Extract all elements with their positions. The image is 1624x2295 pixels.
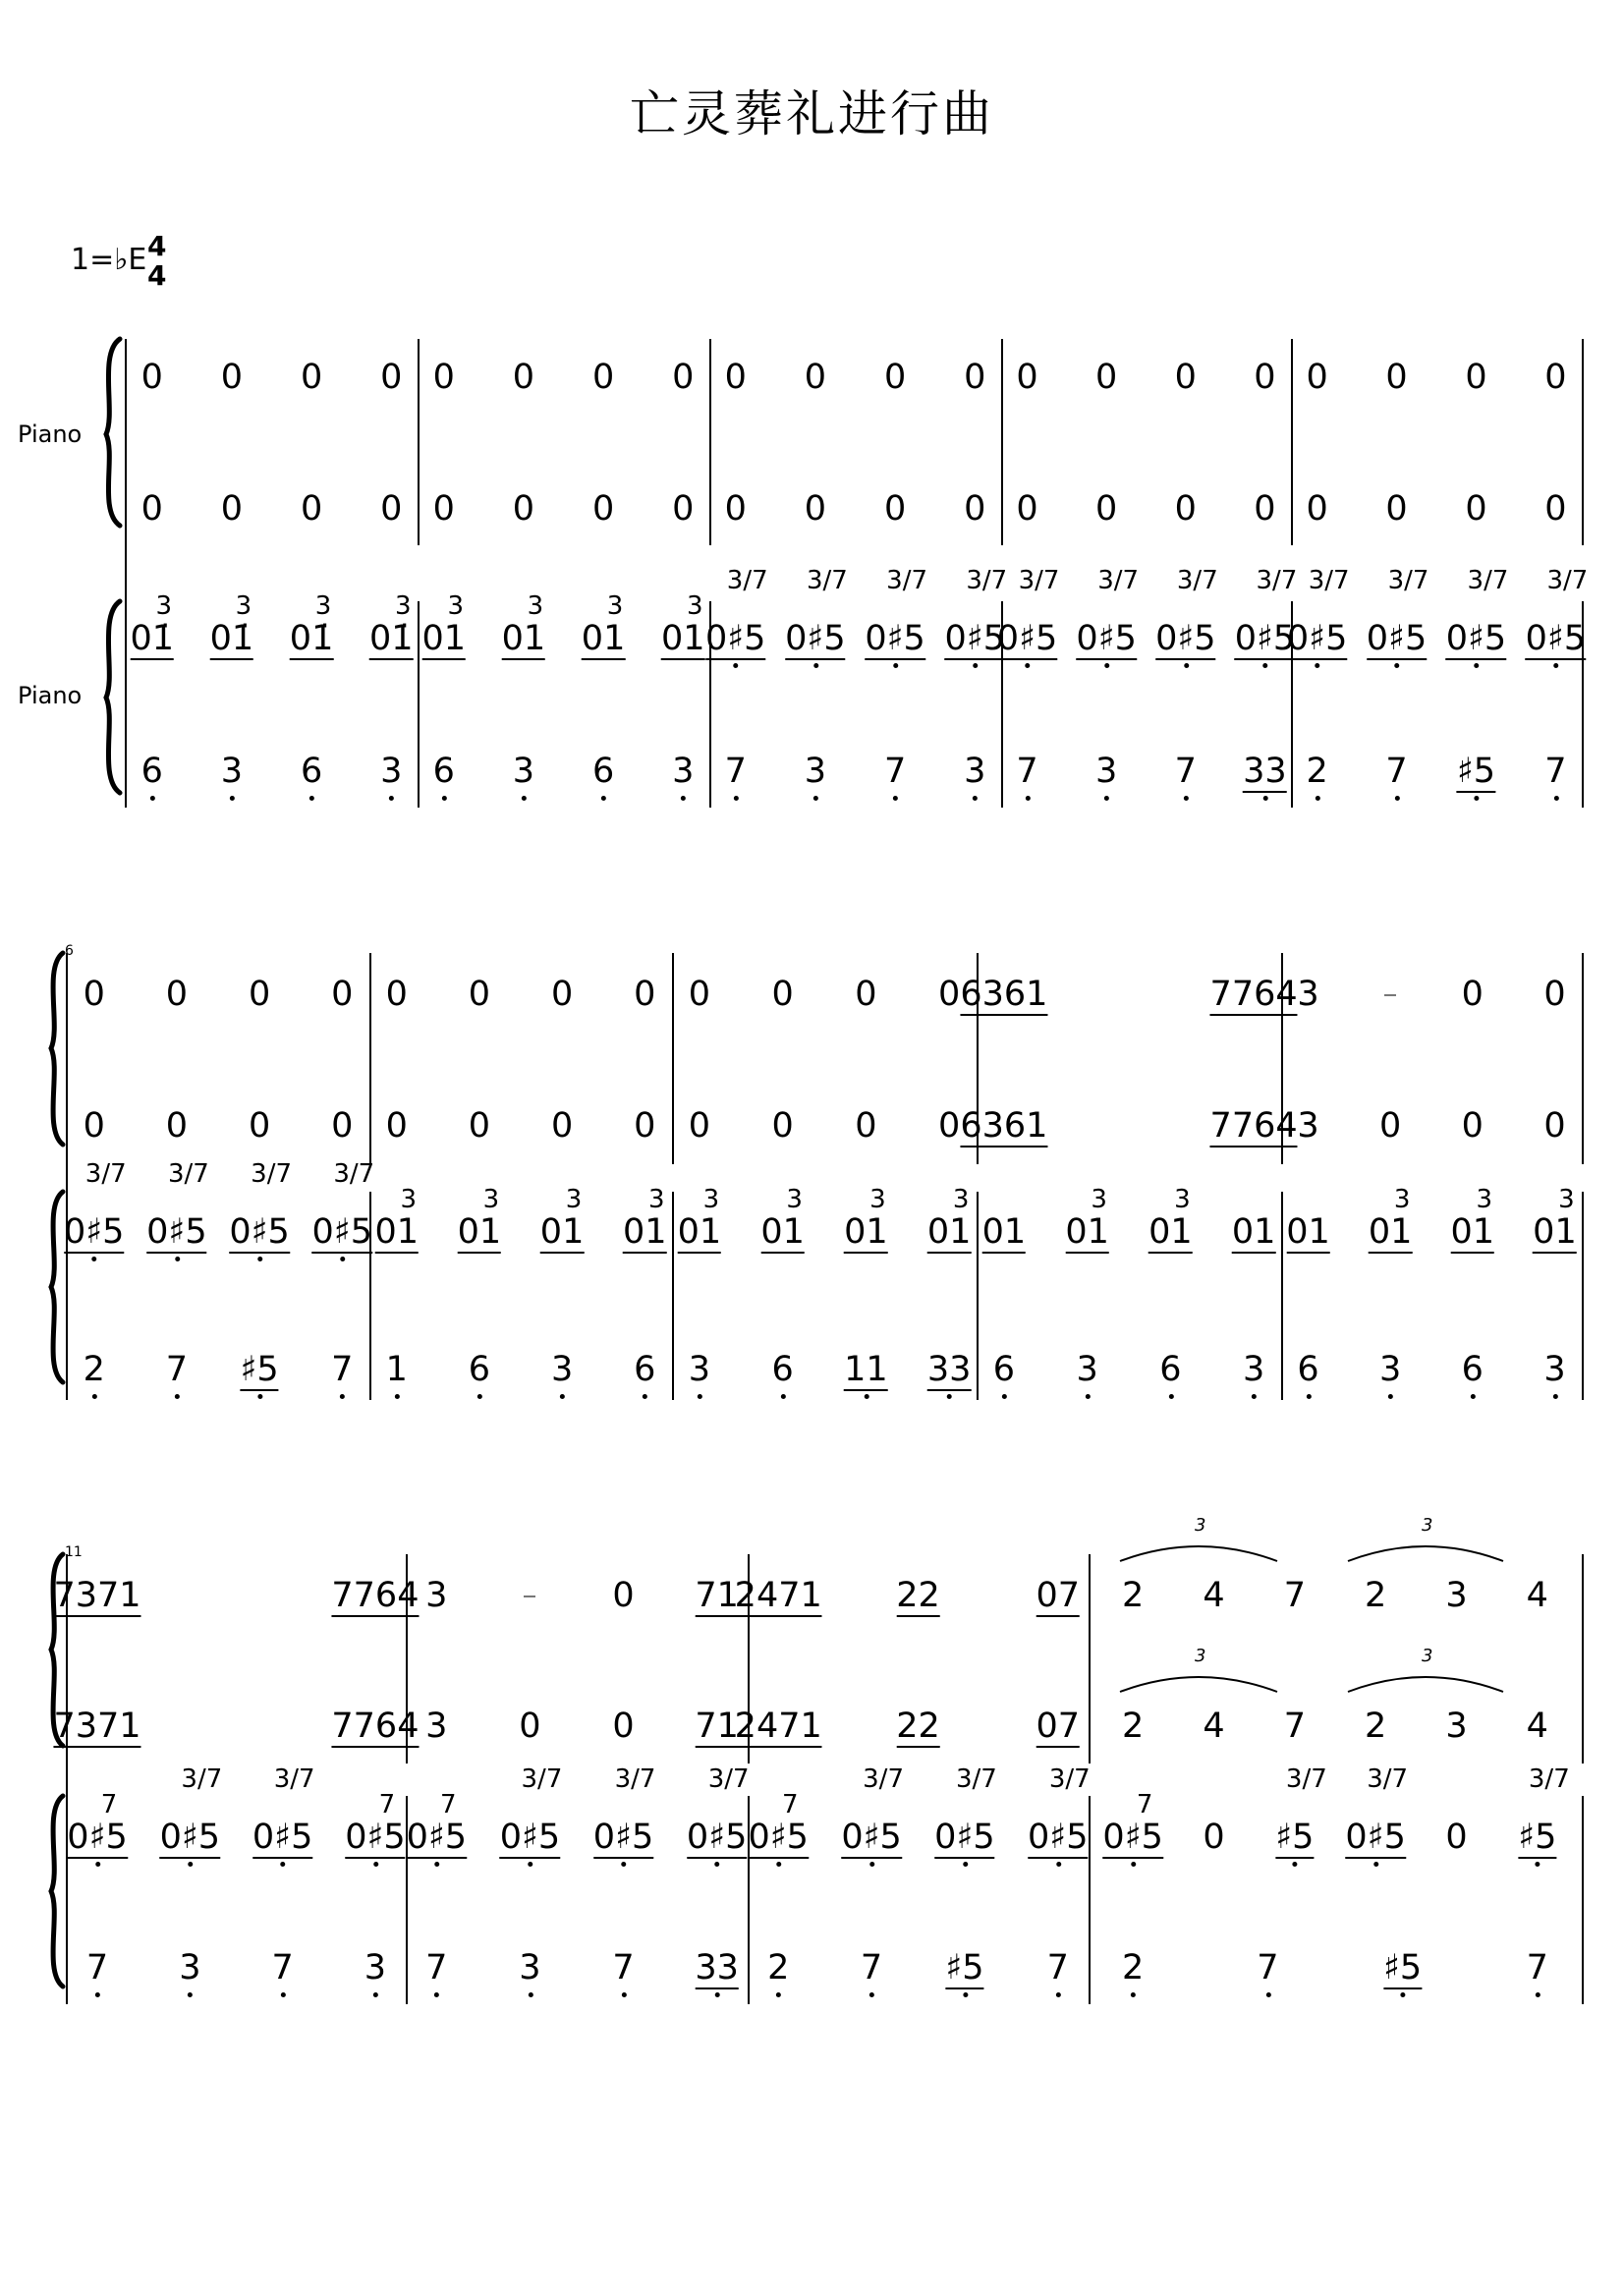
chord-upper-notes: 3/7	[1308, 566, 1350, 595]
note-digits: 01	[1231, 1212, 1276, 1252]
note-digits: 0♯5	[686, 1818, 748, 1857]
chord-upper-notes: 3	[447, 591, 464, 621]
note-digits: 0	[804, 489, 827, 529]
note-digits: 0	[248, 1106, 271, 1146]
note-digits: 2	[767, 1948, 790, 1987]
note-digits: 0	[771, 1106, 794, 1146]
chord-upper-notes: 3	[527, 591, 544, 621]
chord-upper-notes: 3/7	[886, 566, 927, 595]
note-digits: 01	[760, 1212, 805, 1252]
note-digits: 0	[1095, 358, 1118, 397]
chord-upper-notes: 3/7	[1097, 566, 1140, 595]
note-digits: 0	[1174, 358, 1197, 397]
time-signature-top: 4	[147, 230, 167, 262]
chord-upper-notes: 3	[155, 591, 172, 621]
note-digits: 3	[1297, 975, 1319, 1014]
note-digits: 2	[1306, 752, 1328, 791]
note-digits: 22	[896, 1576, 940, 1615]
chord-upper-notes: 3	[235, 591, 252, 621]
note-digits: 6361	[960, 1106, 1048, 1146]
note-digits: 07	[1036, 1707, 1081, 1746]
note-digits: 6	[300, 752, 323, 791]
note-digits: 0♯5	[1525, 619, 1587, 658]
note-digits: ♯5	[1382, 1948, 1423, 1987]
note-digits: 01	[421, 619, 466, 658]
note-digits: 0♯5	[1234, 619, 1296, 658]
note-digits: 0	[165, 1106, 189, 1146]
note-digits: 3	[1445, 1576, 1468, 1615]
note-digits: 0♯5	[499, 1818, 561, 1857]
note-digits: 3	[550, 1350, 574, 1389]
note-digits: 7	[425, 1948, 448, 1987]
note-digits: 0	[432, 358, 455, 397]
note-digits: 0	[83, 1106, 105, 1146]
note-digits: 01	[1368, 1212, 1413, 1252]
note-digits: 0	[380, 489, 403, 529]
chord-upper-notes: 3	[952, 1185, 970, 1214]
note-digits: 0	[1385, 358, 1408, 397]
note-digits: 0♯5	[345, 1818, 406, 1857]
chord-upper-notes: 3/7	[1387, 566, 1429, 595]
note-digits: 2	[1122, 1948, 1145, 1987]
chord-upper-notes: 3/7	[181, 1764, 223, 1794]
note-digits: 0	[771, 975, 794, 1014]
tuplet-label: 3	[1422, 1646, 1433, 1666]
note-digits: 7	[883, 752, 907, 791]
note-digits: 0	[432, 489, 455, 529]
note-digits: 6	[634, 1350, 656, 1389]
note-digits: 01	[374, 1212, 419, 1252]
note-digits: 0♯5	[1102, 1818, 1163, 1857]
note-digits: 3	[1543, 1350, 1566, 1389]
chord-upper-notes: 3	[1174, 1185, 1191, 1214]
note-digits: 01	[1148, 1212, 1193, 1252]
chord-upper-notes: 3/7	[273, 1764, 315, 1794]
note-digits: 3	[1297, 1106, 1319, 1146]
note-digits: 6	[992, 1350, 1016, 1389]
note-digits: 0	[688, 1106, 711, 1146]
chord-upper-notes: 3	[482, 1185, 500, 1214]
note-digits: 71	[695, 1707, 739, 1746]
chord-upper-notes: 3	[565, 1185, 583, 1214]
note-digits: 01̇	[209, 619, 254, 658]
note-digits: 0	[688, 975, 711, 1014]
chord-upper-notes: 3	[1091, 1185, 1107, 1214]
chord-upper-notes: 3/7	[966, 566, 1008, 595]
note-digits: 6	[1297, 1350, 1319, 1389]
note-digits: 7	[1046, 1948, 1069, 1987]
note-digits: 0♯5	[1155, 619, 1216, 658]
note-digits: 4	[1526, 1576, 1548, 1615]
chord-upper-notes: 3/7	[1285, 1764, 1327, 1794]
instrument-label-2: Piano	[18, 682, 83, 709]
tuplet-label: 3	[1195, 1515, 1206, 1536]
chord-upper-notes: 3/7	[1256, 566, 1298, 595]
note-digits: 0♯5	[1076, 619, 1137, 658]
note-digits: 0	[612, 1576, 635, 1615]
note-digits: 6	[1461, 1350, 1484, 1389]
note-digits: 0	[512, 489, 535, 529]
chord-upper-notes: 3/7	[84, 1159, 127, 1189]
note-digits: 0	[331, 1106, 354, 1146]
note-digits: 0	[165, 975, 189, 1014]
note-digits: 7	[1283, 1576, 1306, 1615]
note-digits: 0	[1254, 489, 1276, 529]
note-digits: 7	[860, 1948, 883, 1987]
note-digits: 7	[1526, 1948, 1548, 1987]
note-digits: 0	[1465, 489, 1487, 529]
note-digits: 6	[468, 1350, 491, 1389]
note-digits: 3	[519, 1948, 541, 1987]
note-digits: 01̇	[130, 619, 174, 658]
note-digits: 7	[1174, 752, 1197, 791]
note-digits: 3	[1242, 1350, 1265, 1389]
note-digits: 6361	[960, 975, 1048, 1014]
chord-upper-notes: 3/7	[251, 1159, 292, 1189]
instrument-label-1: Piano	[18, 420, 83, 448]
note-digits: 0	[724, 358, 747, 397]
chord-upper-notes: 3	[400, 1185, 417, 1214]
note-digits: 0♯5	[1028, 1818, 1089, 1857]
chord-upper-notes: 3/7	[1176, 566, 1218, 595]
note-digits: 01	[1533, 1212, 1577, 1252]
chord-upper-notes: 7	[440, 1790, 457, 1819]
note-digits: 0♯5	[1286, 619, 1348, 658]
note-digits: 0	[1095, 489, 1118, 529]
chord-upper-notes: 3/7	[863, 1764, 904, 1794]
note-digits: 4	[1526, 1707, 1548, 1746]
note-digits: 0♯5	[146, 1212, 207, 1252]
note-digits: 4	[1203, 1576, 1225, 1615]
note-digits: 0	[468, 1106, 491, 1146]
time-signature-bottom: 4	[147, 259, 167, 292]
chord-upper-notes: 3/7	[333, 1159, 375, 1189]
note-digits: 0	[1544, 358, 1567, 397]
note-digits: 01	[981, 1212, 1027, 1252]
chord-upper-notes: 3	[1558, 1185, 1575, 1214]
note-digits: 7	[85, 1948, 109, 1987]
note-digits: 0	[804, 358, 827, 397]
note-digits: 0	[1461, 1106, 1484, 1146]
note-digits: 6	[591, 752, 615, 791]
note-digits: ♯5	[945, 1948, 984, 1987]
brace-system3-upper	[51, 1554, 63, 1746]
note-digits: 0	[248, 975, 271, 1014]
note-digits: 7	[724, 752, 747, 791]
note-digits: 2	[1365, 1707, 1387, 1746]
note-digits: 7371	[53, 1576, 141, 1615]
note-digits: 01	[539, 1212, 585, 1252]
note-digits: 07	[1036, 1576, 1081, 1615]
note-digits: 0♯5	[841, 1818, 902, 1857]
note-digits: 71	[695, 1576, 739, 1615]
chord-upper-notes: 3	[647, 1185, 665, 1214]
note-digits: 3	[1095, 752, 1118, 791]
note-digits: 0	[1379, 1106, 1402, 1146]
note-digits: 7764	[1209, 1106, 1298, 1146]
note-digits: ♯5	[240, 1350, 279, 1389]
note-digits: 0♯5	[159, 1818, 221, 1857]
note-digits: 33	[926, 1350, 972, 1389]
note-digits: 01	[1286, 1212, 1330, 1252]
note-digits: 3	[804, 752, 827, 791]
note-digits: 0	[591, 489, 615, 529]
note-digits: 3	[672, 752, 695, 791]
chord-upper-notes: 7	[781, 1790, 799, 1819]
note-digits: 11	[844, 1350, 888, 1389]
chord-upper-notes: 3	[314, 591, 332, 621]
note-digits: ♯5	[1456, 752, 1496, 791]
note-digits: 0♯5	[785, 619, 846, 658]
note-digits: 0	[1461, 975, 1484, 1014]
note-digits: 7	[1283, 1707, 1306, 1746]
note-digits: 0	[519, 1707, 541, 1746]
note-digits: 0♯5	[252, 1818, 313, 1857]
chord-upper-notes: 3	[869, 1185, 886, 1214]
note-digits: 3	[179, 1948, 201, 1987]
note-digits: 33	[695, 1948, 739, 1987]
note-digits: 0	[220, 358, 244, 397]
note-digits: 0	[1016, 489, 1038, 529]
note-digits: 3	[688, 1350, 711, 1389]
note-digits: 0♯5	[1366, 619, 1428, 658]
chord-upper-notes: 3/7	[1048, 1764, 1091, 1794]
measure-number-6: 6	[65, 943, 74, 959]
note-digits: 0	[612, 1707, 635, 1746]
note-digits: 6	[771, 1350, 794, 1389]
note-digits: 3	[1379, 1350, 1402, 1389]
note-digits: 3	[1445, 1707, 1468, 1746]
note-digits: 2	[1122, 1576, 1145, 1615]
note-digits: 7	[165, 1350, 189, 1389]
measure-number-11: 11	[65, 1544, 83, 1560]
note-digits: 0	[672, 489, 695, 529]
note-digits: 01	[677, 1212, 722, 1252]
note-digits: 0♯5	[996, 619, 1058, 658]
note-digits: 3	[220, 752, 244, 791]
note-digits: 0	[855, 975, 877, 1014]
tuplet-label: 3	[1422, 1515, 1433, 1536]
chord-upper-notes: 3/7	[1367, 1764, 1409, 1794]
note-digits: 7	[612, 1948, 635, 1987]
note-digits: 7764	[331, 1707, 420, 1746]
note-digits: 0	[937, 975, 961, 1014]
note-digits: 0	[1306, 489, 1328, 529]
note-digits: 01	[622, 1212, 667, 1252]
note-digits: 3	[964, 752, 986, 791]
note-digits: 7371	[53, 1707, 141, 1746]
note-digits: 0	[1174, 489, 1197, 529]
note-digits: 0	[1385, 489, 1408, 529]
chord-upper-notes: 3/7	[521, 1764, 563, 1794]
note-digits: 0	[855, 1106, 877, 1146]
note-digits: 6	[432, 752, 455, 791]
note-digits: 2	[83, 1350, 105, 1389]
note-digits: 0	[724, 489, 747, 529]
note-digits: 01	[660, 619, 705, 658]
note-digits: 2471	[734, 1576, 822, 1615]
chord-upper-notes: 3/7	[1467, 566, 1509, 595]
chord-upper-notes: 3/7	[726, 566, 768, 595]
note-digits: 0	[550, 975, 574, 1014]
note-digits: 0	[1254, 358, 1276, 397]
note-digits: 3	[364, 1948, 387, 1987]
note-digits: 0	[1306, 358, 1328, 397]
brace-system1-upper	[106, 339, 120, 526]
note-digits: 0	[964, 358, 986, 397]
note-digits: 0	[672, 358, 695, 397]
brace-system3-lower	[51, 1796, 63, 1987]
brace-system2-upper	[51, 953, 63, 1145]
note-digits: 0♯5	[1345, 1818, 1406, 1857]
chord-upper-notes: 3	[1476, 1185, 1493, 1214]
note-digits: 01̇	[289, 619, 334, 658]
note-digits: 0♯5	[865, 619, 925, 658]
note-digits: 0♯5	[704, 619, 766, 658]
note-digits: 0	[83, 975, 105, 1014]
note-digits: 0♯5	[67, 1818, 128, 1857]
chord-upper-notes: 3	[394, 591, 412, 621]
note-digits: ♯5	[1518, 1818, 1557, 1857]
chord-upper-notes: 3/7	[614, 1764, 656, 1794]
note-digits: 7	[331, 1350, 354, 1389]
note-digits: 3	[425, 1707, 448, 1746]
page-title: 亡灵葬礼进行曲	[630, 85, 994, 142]
chord-upper-notes: 3	[786, 1185, 803, 1214]
note-digits: 01	[457, 1212, 502, 1252]
note-digits: 01	[501, 619, 546, 658]
note-digits: 7764	[1209, 975, 1298, 1014]
note-digits: 0	[1543, 975, 1566, 1014]
note-digits: 0	[385, 1106, 408, 1146]
note-digits: 0	[634, 1106, 656, 1146]
note-digits: 0♯5	[1445, 619, 1507, 658]
note-digits: 3	[425, 1576, 448, 1615]
chord-upper-notes: 3/7	[1018, 566, 1060, 595]
note-digits: 7	[271, 1948, 294, 1987]
brace-system2-lower	[51, 1192, 63, 1382]
key-signature: 1=♭E	[71, 243, 147, 277]
chord-upper-notes: 3/7	[1546, 566, 1589, 595]
note-digits: 33	[1243, 752, 1287, 791]
note-digits: 6	[1159, 1350, 1182, 1389]
brace-system1-lower	[106, 601, 120, 793]
note-digits: 0	[1445, 1818, 1468, 1857]
note-digits: 7	[1257, 1948, 1279, 1987]
note-digits: 01	[1450, 1212, 1495, 1252]
chord-upper-notes: 3	[1393, 1185, 1411, 1214]
chord-upper-notes: 3/7	[806, 566, 848, 595]
note-digits: 3	[1076, 1350, 1098, 1389]
note-digits: 0♯5	[748, 1818, 809, 1857]
note-digits: 0	[331, 975, 354, 1014]
note-digits: 0	[634, 975, 656, 1014]
note-digits: 2	[1365, 1576, 1387, 1615]
note-digits: 0	[883, 489, 907, 529]
note-digits: 0	[550, 1106, 574, 1146]
note-digits: 0	[512, 358, 535, 397]
note-digits: 0	[591, 358, 615, 397]
note-digits: 6	[140, 752, 163, 791]
note-digits: 0♯5	[934, 1818, 995, 1857]
note-digits: 0	[140, 489, 163, 529]
note-digits: 0	[385, 975, 408, 1014]
chord-upper-notes: 7	[378, 1790, 396, 1819]
note-digits: 0	[468, 975, 491, 1014]
note-digits: 0	[1544, 489, 1567, 529]
note-digits: 01	[844, 1212, 888, 1252]
note-digits: 7764	[331, 1576, 420, 1615]
note-digits: 0	[220, 489, 244, 529]
note-digits: 3	[380, 752, 403, 791]
note-digits: 0♯5	[63, 1212, 125, 1252]
note-digits: 2471	[734, 1707, 822, 1746]
note-digits: 7	[1385, 752, 1408, 791]
chord-upper-notes: 3/7	[707, 1764, 750, 1794]
note-digits: 0♯5	[944, 619, 1006, 658]
note-digits: 0	[140, 358, 163, 397]
note-digits: 0♯5	[406, 1818, 468, 1857]
note-digits: 0	[1016, 358, 1038, 397]
note-digits: 7	[1016, 752, 1038, 791]
note-digits: 3	[512, 752, 535, 791]
note-digits: 0♯5	[229, 1212, 290, 1252]
chord-upper-notes: 3/7	[1528, 1764, 1570, 1794]
chord-upper-notes: 7	[1136, 1790, 1153, 1819]
note-digits: 0	[380, 358, 403, 397]
chord-upper-notes: 7	[100, 1790, 118, 1819]
note-digits: 01̇	[368, 619, 414, 658]
note-digits: 22	[896, 1707, 940, 1746]
note-digits: 01	[581, 619, 626, 658]
note-digits: 4	[1203, 1707, 1225, 1746]
note-digits: 0	[1203, 1818, 1225, 1857]
note-digits: 0♯5	[311, 1212, 373, 1252]
note-digits: 0	[883, 358, 907, 397]
chord-upper-notes: 3/7	[167, 1159, 209, 1189]
note-digits: ♯5	[1275, 1818, 1315, 1857]
note-digits: 01	[1065, 1212, 1109, 1252]
note-digits: 0	[1465, 358, 1487, 397]
note-digits: 1	[385, 1350, 408, 1389]
chord-upper-notes: 3/7	[956, 1764, 997, 1794]
note-digits: 0♯5	[592, 1818, 654, 1857]
note-digits: 0	[964, 489, 986, 529]
note-digits: 0	[1543, 1106, 1566, 1146]
chord-upper-notes: 3	[686, 591, 703, 621]
tuplet-label: 3	[1195, 1646, 1206, 1666]
note-digits: 0	[937, 1106, 961, 1146]
note-digits: 2	[1122, 1707, 1145, 1746]
chord-upper-notes: 3	[702, 1185, 720, 1214]
chord-upper-notes: 3	[606, 591, 624, 621]
note-digits: 0	[300, 358, 323, 397]
note-digits: 0	[300, 489, 323, 529]
note-digits: 01	[926, 1212, 972, 1252]
note-digits: 7	[1544, 752, 1567, 791]
